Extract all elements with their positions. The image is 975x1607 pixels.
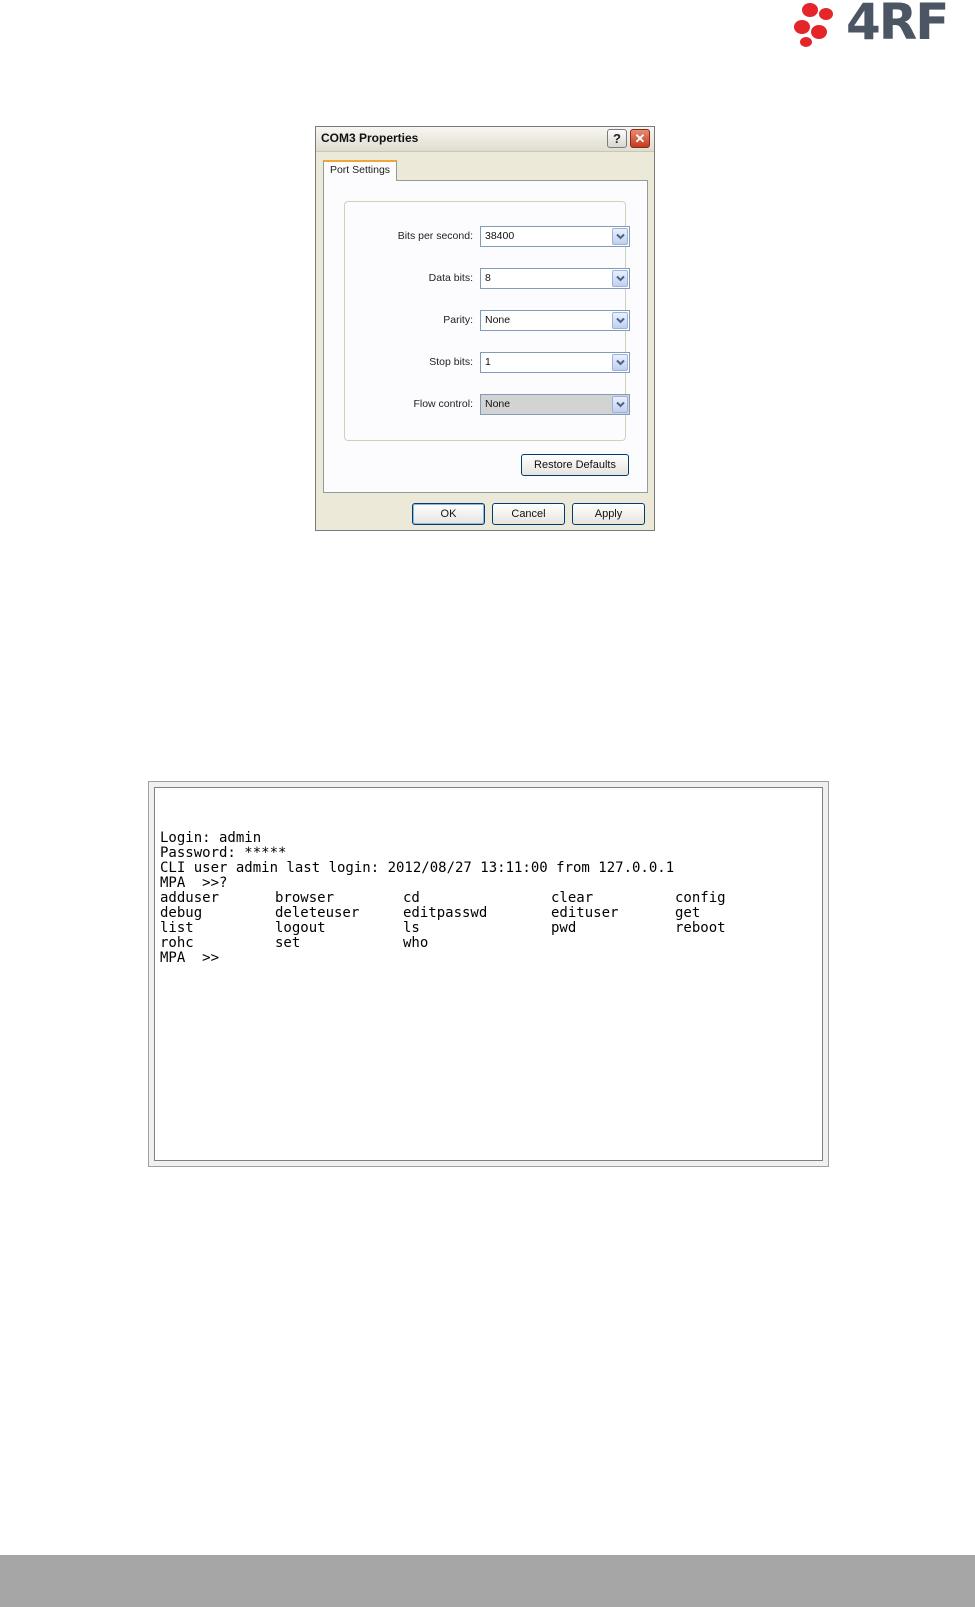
stop-bits-value: 1 <box>485 356 491 368</box>
chevron-down-icon[interactable] <box>612 312 628 329</box>
chevron-down-icon[interactable] <box>612 396 628 413</box>
chevron-down-icon[interactable] <box>612 354 628 371</box>
terminal-prompt: MPA >> <box>160 950 220 966</box>
command-item: edituser <box>551 905 619 921</box>
command-item: ls <box>403 920 420 936</box>
logo-wordmark: 4RF <box>846 0 948 51</box>
data-bits-select[interactable] <box>480 268 630 289</box>
tab-port-settings[interactable]: Port Settings <box>323 160 397 181</box>
flow-control-row <box>345 394 625 416</box>
data-bits-label: Data bits: <box>428 272 473 284</box>
terminal-screen[interactable] <box>154 787 823 1161</box>
stop-bits-label: Stop bits: <box>429 356 473 368</box>
parity-row <box>345 310 625 332</box>
terminal-line-last-login: CLI user admin last login: 2012/08/27 13:11:00 from 127.0.0.1 <box>160 860 675 876</box>
page-footer-band <box>0 1555 975 1607</box>
logo-drops-icon <box>792 0 842 48</box>
terminal-line-login: Login: admin <box>160 830 262 846</box>
data-bits-value: 8 <box>485 272 491 284</box>
command-item: reboot <box>675 920 726 936</box>
bits-per-second-label: Bits per second: <box>397 230 473 242</box>
parity-label: Parity: <box>443 314 473 326</box>
cancel-button[interactable]: Cancel <box>492 503 565 525</box>
flow-control-label: Flow control: <box>413 398 473 410</box>
flow-control-select[interactable] <box>480 394 630 415</box>
command-item: cd <box>403 890 420 906</box>
terminal-window <box>148 781 829 1167</box>
restore-defaults-button[interactable]: Restore Defaults <box>521 454 629 476</box>
settings-group <box>344 201 626 441</box>
flow-control-value: None <box>485 398 511 410</box>
command-item: debug <box>160 905 203 921</box>
company-logo <box>792 0 975 50</box>
ok-button[interactable]: OK <box>412 503 485 525</box>
command-item: rohc <box>160 935 194 951</box>
bits-per-second-select[interactable] <box>480 226 630 247</box>
command-item: config <box>675 890 726 906</box>
chevron-down-icon[interactable] <box>612 270 628 287</box>
terminal-line-password: Password: ***** <box>160 845 287 861</box>
command-item: logout <box>275 920 326 936</box>
bits-per-second-row <box>345 226 625 248</box>
command-item: set <box>275 935 301 951</box>
stop-bits-select[interactable] <box>480 352 630 373</box>
help-button[interactable]: ? <box>607 129 627 148</box>
command-item: browser <box>275 890 335 906</box>
command-item: adduser <box>160 890 220 906</box>
parity-value: None <box>485 314 511 326</box>
command-item: get <box>675 905 701 921</box>
dialog-title: COM3 Properties <box>321 131 419 145</box>
data-bits-row <box>345 268 625 290</box>
terminal-line-help-prompt: MPA >>? <box>160 875 228 891</box>
command-item: clear <box>551 890 594 906</box>
port-settings-panel <box>323 180 648 493</box>
com-properties-dialog <box>315 126 655 531</box>
command-item: editpasswd <box>403 905 488 921</box>
apply-button[interactable]: Apply <box>572 503 645 525</box>
close-button[interactable]: ✕ <box>630 129 650 148</box>
bits-per-second-value: 38400 <box>485 230 515 242</box>
chevron-down-icon[interactable] <box>612 228 628 245</box>
command-item: deleteuser <box>275 905 360 921</box>
parity-select[interactable] <box>480 310 630 331</box>
dialog-titlebar[interactable] <box>316 127 654 152</box>
command-item: who <box>403 935 429 951</box>
command-item: list <box>160 920 194 936</box>
command-item: pwd <box>551 920 577 936</box>
stop-bits-row <box>345 352 625 374</box>
